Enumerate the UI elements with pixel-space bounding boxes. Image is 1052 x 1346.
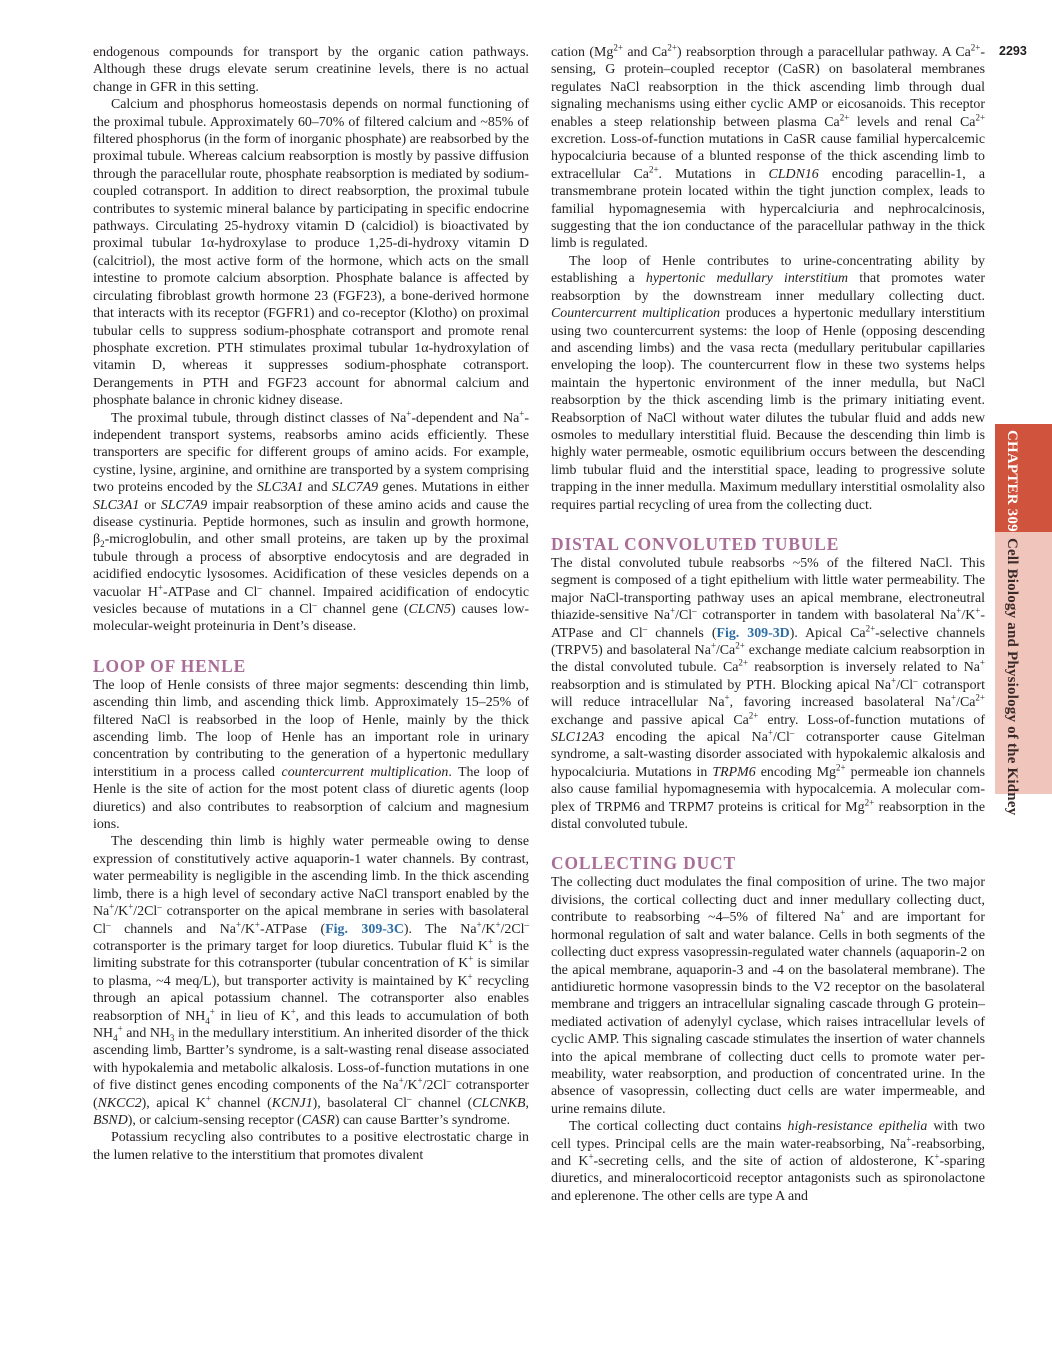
paragraph: The loop of Henle consists of three major segments: descending thin limb, ascending thin limb, and ascending thick limb. Approximately 15–25% of filtered NaCl is reabsorbed in the loop of Henle, mainly by the thick ascending limb. The loop of Henle has an important role in urinary concentration by contributing to the generation of a hypertonic medullary interstitium in a process called countercurrent multiplication. The loop of Henle is the site of action for the most potent class of diuretic agents (loop diuretics) and also contributes to reabsorption of calcium and magnesium ions. <box>93 677 530 833</box>
sidebar-title: Cell Biology and Physiology of the Kidney <box>1004 538 1020 816</box>
figure-ref-309-3c[interactable]: Fig. 309-3C <box>325 921 404 937</box>
page-number: 2293 <box>999 44 1027 58</box>
heading-distal-convoluted-tubule: DISTAL CONVOLUTED TUBULE <box>551 533 840 554</box>
paragraph: The cortical collecting duct contains high-resistance epithelia with two cell types. Principal cells are the main water-reabsorbing, Na+-reabsorbing, and K+-secreting cells, and the site of action of aldosterone, K+-sparing diuretics, and mineralocorticoid receptor antagonists such as spironolactone and eplerenone. The other cells are type A and <box>551 1119 986 1204</box>
sidebar-chapter: CHAPTER 309 <box>1004 430 1020 532</box>
figure-ref-309-3d[interactable]: Fig. 309-3D <box>716 625 790 641</box>
paragraph: The descending thin limb is highly water permeable owing to dense expression of constitutively active aquaporin-1 water channels. By contrast, water permeability is negligible in the ascending limb. In the thick ascending limb, there is a high level of secondary active NaCl transport enabled by the Na+/K+/2Cl– cotransporter on the apical membrane in series with basolateral Cl– channels and Na+/K+-ATPase (Fig. 309-3C). The Na+/K+/2Cl– cotransporter is the primary target for loop diuretics. Tubular fluid K+ is the limiting substrate for this cotransporter (tubular concentration of K+ is similar to plasma, ~4 meq/L), but transporter activity is maintained by K+ recycling through an apical potassium channel. The cotransporter also enables reabsorption of $NH_4^+$ in lieu of K+, and this leads to accumulation of both $NH_4^+$ and $NH_3$ in the medullary interstitium. An inherited disorder of the thick ascending limb, Bartter’s syndrome, is a salt-wasting renal disease associated with hypokalemia and metabolic alkalosis. Loss-of-function mutations in one of five distinct genes encoding components of the Na+/K+/2Cl– cotransporter (NKCC2), apical K+ channel (KCNJ1), basolateral Cl– channel (CLCNKB, BSND), or calcium-sensing receptor (CASR) can cause Bartter’s syndrome. <box>93 834 530 1128</box>
paragraph: endogenous compounds for transport by the organic cation pathways. Although these drugs elevate serum creatinine levels, there is no actual change in GFR in this setting. <box>93 45 529 95</box>
paragraph: The distal convoluted tubule reabsorbs ~5% of the filtered NaCl. This segment is composed of a tight epithelium with little water permeability. The major NaCl-transporting pathway uses an apical membrane, electroneutral thiazide-sensitive Na+/Cl– cotransporter in tandem with basolateral Na+/K+-ATPase and Cl– channels (Fig. 309-3D). Apical $Ca^{2+}$-selective channels (TRPV5) and basolateral $Na^+/Ca^{2+}$ exchange mediate calcium reabsorption in the distal convoluted tubule. $Ca^{2+}$ reabsorption is inversely related to Na+ reabsorption and is stimulated by PTH. Blocking apical Na+/Cl– cotransport will reduce intracellular Na+, favoring increased basolateral $Na^+/Ca^{2+}$ exchange and passive apical $Ca^{2+}$ entry. Loss-of-function mutations of SLC12A3 encoding the apical Na+/Cl– cotransporter cause Gitelman syndrome, a salt-wasting disorder associated with hypokalemic alkalosis and hypocalciuria. Mutations in TRPM6 encoding $Mg^{2+}$ permeable ion channels also cause familial hypomagnesemia with hypocalcemia. A molecular complex of TRPM6 and TRPM7 proteins is critical for $Mg^{2+}$ reabsorption in the distal convoluted tubule. <box>551 555 986 833</box>
heading-loop-of-henle: LOOP OF HENLE <box>93 655 247 676</box>
right-column <box>551 44 985 1205</box>
paragraph: The loop of Henle contributes to urine-concentrating ability by establishing a hypertonic medullary interstitium that promotes water reabsorption by the downstream inner medullary collecting duct. Countercurrent multiplication produces a hypertonic medullary interstitium using two countercurrent systems: the loop of Henle (opposing descending and ascending limbs) and the vasa recta (medullary peritubular capillaries enveloping the loop). The countercurrent flow in these two systems helps maintain the hypertonic environment of the inner medulla, but NaCl reabsorption by the thick ascending limb is the primary initiating event. Reabsorption of NaCl without water dilutes the tubular fluid and adds new osmoles to medullary interstitial fluid. Because the descending thin limb is highly water permeable, osmotic equilibrium occurs between the descending limb tubular fluid and the interstitial space, leading to progressive solute trapping in the inner medulla. Maximum medullary interstitial osmolality also requires partial recycling of urea from the collecting duct. <box>551 253 986 513</box>
left-column <box>93 44 529 1164</box>
paragraph: cation ($Mg^{2+}$ and $Ca^{2+}$) reabsorption through a paracellular pathway. A $Ca^{2+}$-sensing, G protein–coupled receptor (CaSR) on basolateral membranes regulates NaCl reabsorption in the thick ascending limb through dual signaling mechanisms using either cyclic AMP or eicosanoids. This receptor enables a steep relationship between plasma $Ca^{2+}$ levels and renal $Ca^{2+}$ excretion. Loss-of-function mutations in CaSR cause familial hypercalcemic hypocalciuria because of a blunted response of the thick ascending limb to extracellular $Ca^{2+}$. Mutations in CLDN16 encoding paracellin-1, a transmembrane protein located within the tight junction complex, leads to familial hypomagnesemia with hypercalciuria and nephrocalcinosis, suggesting that the ion conductance of the paracellular pathway in the thick limb is regulated. <box>551 42 986 252</box>
paragraph: The collecting duct modulates the final composition of urine. The two major divisions, the cortical collecting duct and inner medullary collecting duct, contribute to reabsorbing ~4–5% of filtered Na+ and are important for hormonal regulation of salt and water balance. Cells in both segments of the collecting duct express vasopressin-regulated water channels (aquaporin-2 on the apical membrane, aquaporin-3 and -4 on the basolateral membrane). The antidiuretic hormone vasopressin binds to the V2 receptor on the basolateral membrane and triggers an intracellular signaling cascade through G protein–mediated activation of adenylyl cyclase, which raises intracellular levels of cyclic AMP. This signaling cascade stimulates the insertion of water channels into the apical membrane of collecting duct cells to promote water permeability, water reabsorption, and production of concentrated urine. In the absence of vasopressin, collecting duct cells are water impermeable, and urine remains dilute. <box>551 875 985 1117</box>
paragraph: Calcium and phosphorus homeostasis depends on normal functioning of the proximal tubule. Approximately 60–70% of filtered calcium and ~85% of filtered phosphorus (in the form of inorganic phosphate) are reabsorbed by the proximal tubule. Whereas calcium reabsorption is mostly by passive diffusion through the paracellular route, phosphate reabsorption is mediated by sodium-coupled cotransport. In addition to direct reabsorption, the proximal tubule contributes to systemic mineral balance by participating in specific endocrine pathways. Circulating 25-hydroxy vitamin D (calcidiol) is bioactivated by proximal tubular 1α-hydroxylase to produce 1,25-di-hydroxy vitamin D (calcitriol), the most active form of the hormone, which acts on the small intestine to promote calcium absorption. Phosphate balance is affected by circulating fibroblast growth hormone 23 (FGF23), a bone-derived hormone that interacts with its receptor (FGFR1) and co-receptor (Klotho) on proximal tubular cells to suppress sodium-phosphate cotransport and promote renal phosphate excretion. PTH stimulates proximal tubular 1α-hydroxylation of vitamin D, whereas it suppresses sodium-phosphate cotransport. Derangements in PTH and FGF23 account for abnormal calcium and phosphate balance in chronic kidney disease. <box>93 97 529 409</box>
heading-collecting-duct: COLLECTING DUCT <box>551 853 737 874</box>
paragraph: Potassium recycling also contributes to a positive electrostatic charge in the lumen relative to the interstitium that promotes divalent <box>93 1130 529 1163</box>
chapter-sidebar <box>995 424 1052 816</box>
paragraph: The proximal tubule, through distinct classes of Na+-dependent and Na+-independent transport systems, reabsorbs amino acids efficiently. These transporters are specific for different groups of amino acids. For example, cystine, lysine, arginine, and ornithine are transported by a system comprising two proteins encoded by the SLC3A1 and SLC7A9 genes. Mutations in either SLC3A1 or SLC7A9 impair reabsorption of these amino acids and cause the disease cystinuria. Peptide hormones, such as insulin and growth hormone, $\beta_2$-microglobulin, and other small proteins, are taken up by the proximal tubule through a process of absorptive endocytosis and are degraded in acidified endocytic lysosomes. Acidification of these vesicles depends on a vacuolar H+-ATPase and Cl– channel. Impaired acidification of endocytic vesicles because of mutations in a Cl– channel gene (CLCN5) causes low-molecular-weight proteinuria in Dent’s disease. <box>93 407 530 635</box>
